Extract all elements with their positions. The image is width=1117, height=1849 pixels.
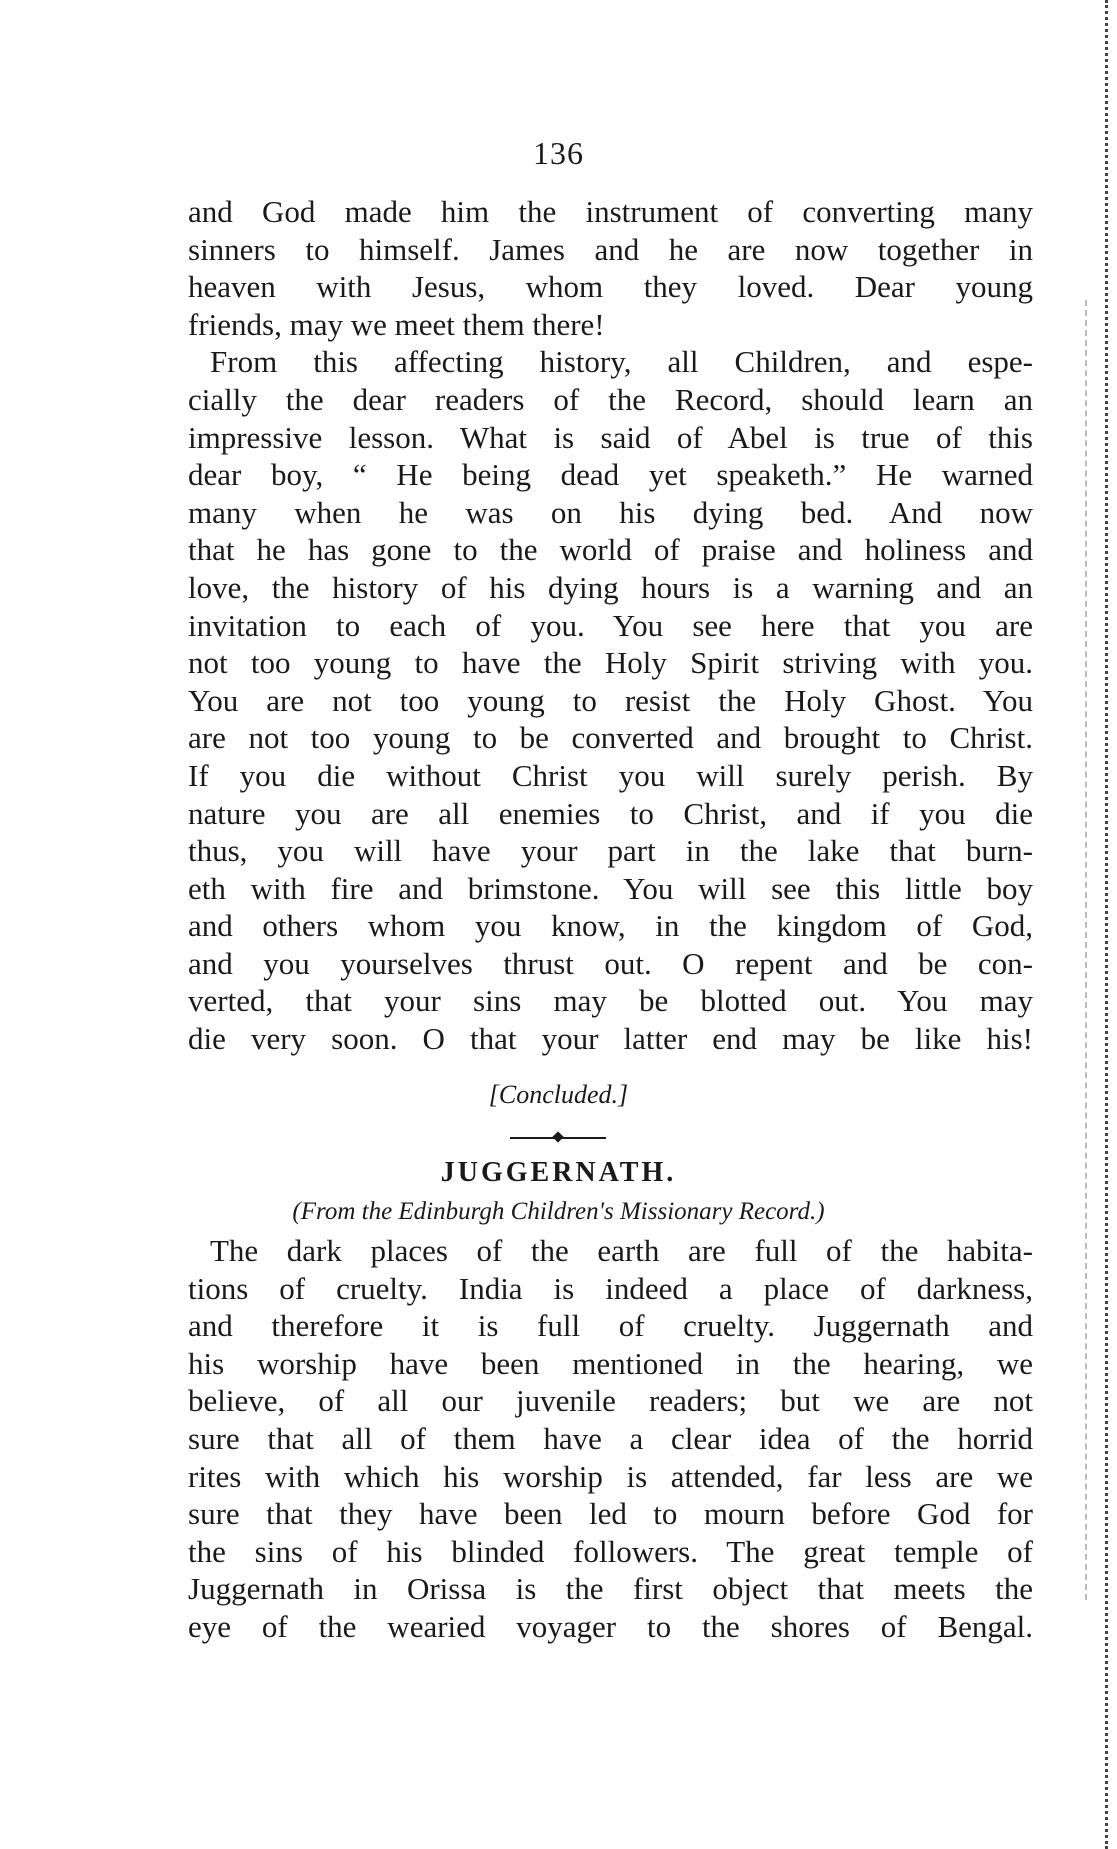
text-line: dear boy, “ He being dead yet speaketh.” He warned [188,457,1033,493]
text-line: die very soon. O that your latter end may be like his! [188,1021,1033,1057]
text-line: thus, you will have your part in the lake that burn- [188,833,1033,869]
text-line: sinners to himself. James and he are now together in [188,231,1033,267]
text-line: verted, that your sins may be blotted out. You may [188,983,1033,1019]
text-line: You are not too young to resist the Holy Ghost. You [188,682,1033,718]
text-line: cially the dear readers of the Record, should learn an [188,381,1033,417]
section-divider [510,1131,606,1145]
article-text [188,1232,1033,1646]
text-line: Juggernath in Orissa is the first object that meets the [188,1571,1033,1607]
text-line: not too young to have the Holy Spirit striving with you. [188,645,1033,681]
page-number: 136 [533,135,584,171]
text-line: invitation to each of you. You see here that you are [188,607,1033,643]
concluded-note: [Concluded.] [488,1080,629,1109]
text-line: If you die without Christ you will surely perish. By [188,757,1033,793]
text-line: that he has gone to the world of praise and holiness and [188,532,1033,568]
text-line: are not too young to be converted and brought to Christ. [188,720,1033,756]
divider-diamond-icon [552,1131,563,1142]
text-line: sure that they have been led to mourn before God for [188,1496,1033,1532]
text-line: impressive lesson. What is said of Abel is true of this [188,419,1033,455]
text-line: eye of the wearied voyager to the shores of Bengal. [188,1608,1033,1644]
text-line: and therefore it is full of cruelty. Juggernath and [188,1308,1033,1344]
text-line: From this affecting history, all Children, and espe- [210,344,1033,380]
text-line: and others whom you know, in the kingdom of God, [188,908,1033,944]
text-line: love, the history of his dying hours is a warning and an [188,569,1033,605]
text-line: sure that all of them have a clear idea of the horrid [188,1420,1033,1456]
text-line: and you yourselves thrust out. O repent and be con- [188,945,1033,981]
page-edge-shadow [1085,300,1087,1600]
text-line: and God made him the instrument of converting many [188,194,1033,229]
text-line: rites with which his worship is attended, far less are we [188,1458,1033,1494]
text-line: The dark places of the earth are full of the habita- [210,1233,1033,1268]
text-line: many when he was on his dying bed. And now [188,494,1033,530]
text-line: eth with fire and brimstone. You will see this little boy [188,870,1033,906]
text-line: nature you are all enemies to Christ, and if you die [188,795,1033,831]
text-line: the sins of his blinded followers. The great temple of [188,1533,1033,1569]
text-line: heaven with Jesus, whom they loved. Dear young [188,269,1033,305]
article-source: (From the Edinburgh Children's Missionary Record.) [292,1198,825,1225]
text-line: friends, may we meet them there! [188,306,605,342]
text-line: believe, of all our juvenile readers; but we are not [188,1383,1033,1419]
text-line: his worship have been mentioned in the hearing, we [188,1345,1033,1381]
article-title: JUGGERNATH. [440,1157,677,1188]
story-text [188,193,1033,1058]
page-edge [1105,0,1117,1849]
text-line: tions of cruelty. India is indeed a place of darkness, [188,1270,1033,1306]
